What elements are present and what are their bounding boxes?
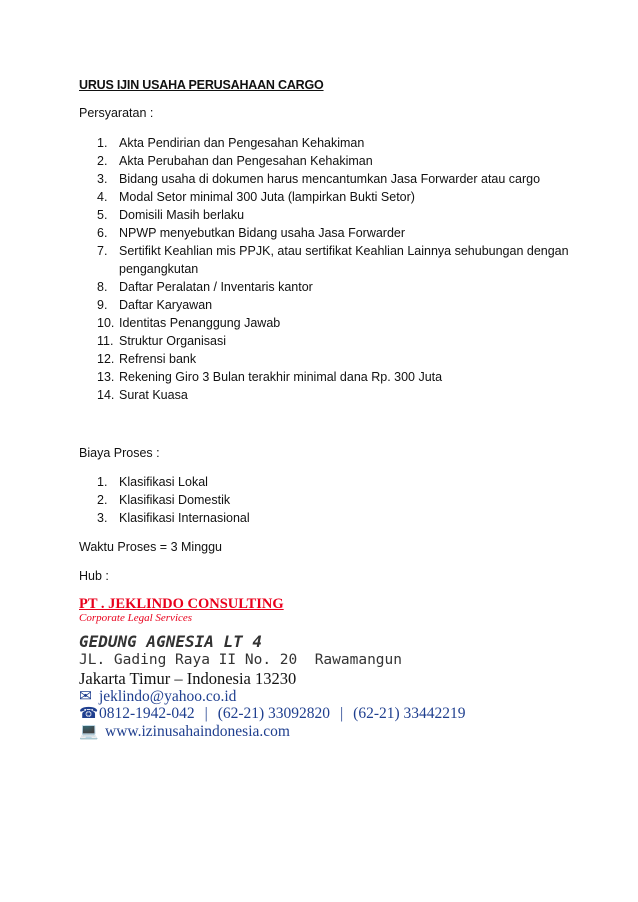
list-item: 10. Identitas Penanggung Jawab — [97, 316, 281, 330]
list-item: 12. Refrensi bank — [97, 352, 197, 366]
company-name: PT . JEKLINDO CONSULTING — [79, 596, 284, 612]
email-link[interactable]: jeklindo@yahoo.co.id — [99, 688, 237, 705]
company-street: JL. Gading Raya II No. 20 Rawamangun — [79, 652, 403, 668]
list-item: 9. Daftar Karyawan — [97, 298, 213, 312]
list-item: 13. Rekening Giro 3 Bulan terakhir minimal dana Rp. 300 Juta — [97, 370, 443, 384]
costs-label: Biaya Proses : — [79, 446, 160, 460]
telephone-icon: ☎ — [79, 704, 99, 722]
company-city: Jakarta Timur – Indonesia 13230 — [79, 669, 297, 688]
computer-icon: 💻 — [79, 722, 99, 740]
website-link[interactable]: www.izinusahaindonesia.com — [105, 723, 290, 740]
website-line — [79, 722, 290, 741]
list-item: 4. Modal Setor minimal 300 Juta (lampirkan Bukti Setor) — [97, 190, 415, 204]
list-item: 7. Sertifikt Keahlian mis PPJK, atau sertifikat Keahlian Lainnya sehubungan dengan — [97, 244, 569, 258]
list-item: 6. NPWP menyebutkan Bidang usaha Jasa Forwarder — [97, 226, 406, 240]
list-item-continuation: pengangkutan — [119, 262, 199, 276]
list-item: 3. Bidang usaha di dokumen harus mencantumkan Jasa Forwarder atau cargo — [97, 172, 541, 186]
contact-label: Hub : — [79, 569, 109, 583]
requirements-label: Persyaratan : — [79, 106, 154, 120]
company-building: GEDUNG AGNESIA LT 4 — [79, 632, 263, 651]
phone-2: (62-21) 33092820 — [217, 705, 331, 722]
list-item: 3. Klasifikasi Internasional — [97, 511, 250, 525]
list-item: 5. Domisili Masih berlaku — [97, 208, 245, 222]
phone-3: (62-21) 33442219 — [353, 705, 466, 722]
phone-1: 0812-1942-042 — [99, 705, 195, 722]
document-title: URUS IJIN USAHA PERUSAHAAN CARGO — [79, 78, 324, 92]
phone-line — [79, 704, 466, 723]
company-tagline: Corporate Legal Services — [79, 612, 193, 624]
list-item: 11. Struktur Organisasi — [97, 334, 226, 348]
list-item: 1. Akta Pendirian dan Pengesahan Kehakiman — [97, 136, 365, 150]
list-item: 2. Klasifikasi Domestik — [97, 493, 231, 507]
separator: | — [340, 705, 344, 722]
list-item: 2. Akta Perubahan dan Pengesahan Kehakiman — [97, 154, 373, 168]
envelope-icon: ✉ — [79, 687, 92, 705]
list-item: 1. Klasifikasi Lokal — [97, 475, 208, 489]
separator: | — [204, 705, 208, 722]
list-item: 8. Daftar Peralatan / Inventaris kantor — [97, 280, 313, 294]
process-time: Waktu Proses = 3 Minggu — [79, 540, 223, 554]
list-item: 14. Surat Kuasa — [97, 388, 188, 402]
